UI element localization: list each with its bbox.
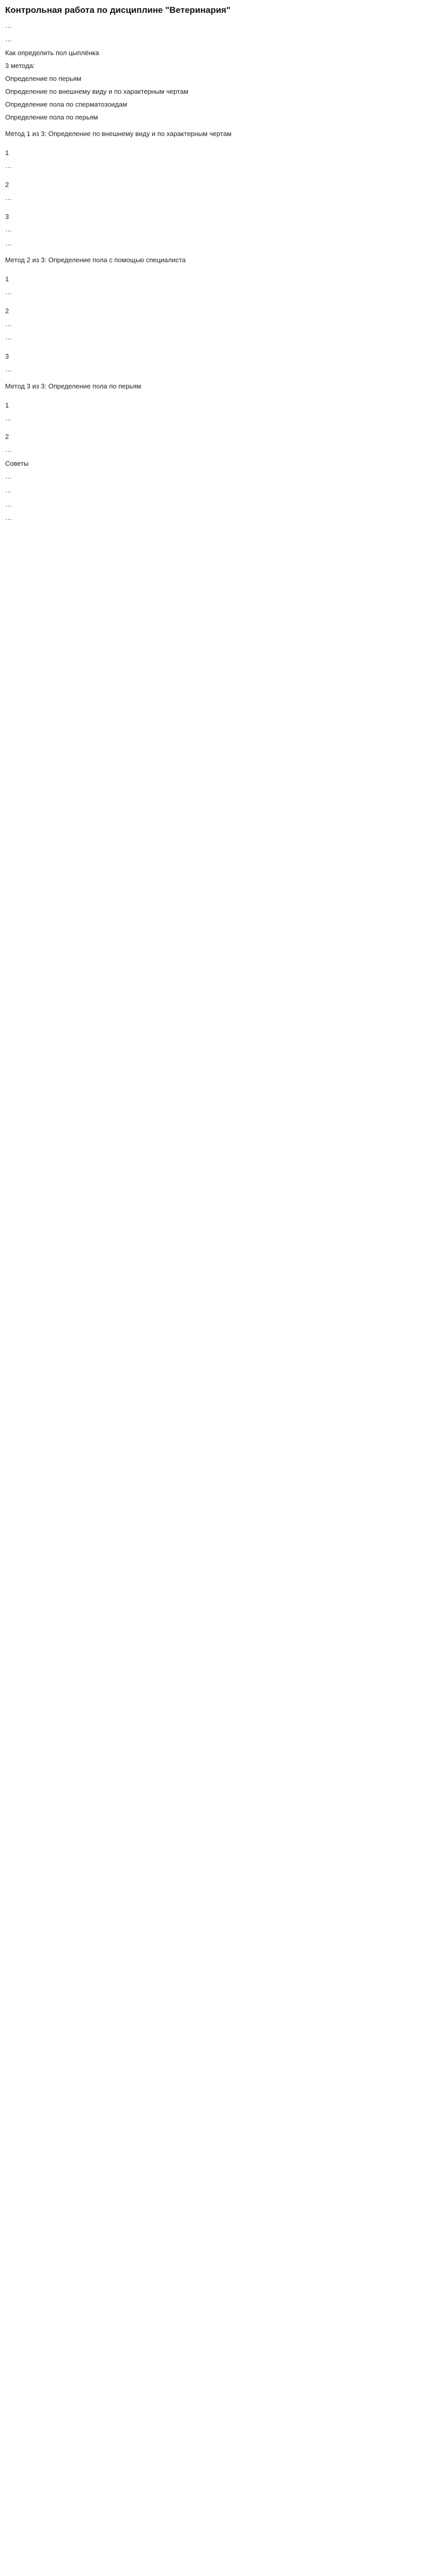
paragraph: … xyxy=(5,365,12,374)
paragraph: … xyxy=(5,239,12,247)
paragraph: … xyxy=(5,486,12,494)
step-number: 3 xyxy=(5,212,9,221)
paragraph: … xyxy=(5,21,12,29)
step-number: 1 xyxy=(5,149,9,157)
step-number: 1 xyxy=(5,275,9,283)
section-heading: Советы xyxy=(5,460,29,468)
step-number: 2 xyxy=(5,180,9,189)
document-page xyxy=(0,0,426,531)
method-heading: Метод 3 из 3: Определение пола по перьям xyxy=(5,382,142,390)
method-heading: Метод 1 из 3: Определение по внешнему виду и по характерным чертам xyxy=(5,130,232,138)
section-heading: Определение по перьям xyxy=(5,75,81,83)
section-heading: Определение пола по сперматозоидам xyxy=(5,100,127,108)
paragraph: … xyxy=(5,35,12,43)
paragraph: … xyxy=(5,162,12,170)
section-heading: Определение по внешнему виду и по характерным чертам xyxy=(5,87,188,95)
paragraph: … xyxy=(5,333,12,342)
step-number: 1 xyxy=(5,401,9,409)
section-heading: Как определить пол цыплёнка xyxy=(5,49,99,57)
step-number: 3 xyxy=(5,352,9,361)
method-heading: Метод 2 из 3: Определение пола с помощью специалиста xyxy=(5,256,186,264)
paragraph: … xyxy=(5,287,12,296)
paragraph: … xyxy=(5,193,12,201)
step-number: 2 xyxy=(5,433,9,441)
document-title: Контрольная работа по дисциплине "Ветеринария" xyxy=(5,5,231,15)
paragraph: … xyxy=(5,472,12,480)
section-heading: 3 метода: xyxy=(5,62,35,70)
paragraph: … xyxy=(5,446,12,454)
paragraph: … xyxy=(5,414,12,422)
paragraph: … xyxy=(5,319,12,328)
paragraph: … xyxy=(5,225,12,233)
document-body xyxy=(5,21,421,523)
section-heading: Определение пола по перьям xyxy=(5,113,98,121)
paragraph: … xyxy=(5,514,12,522)
paragraph: … xyxy=(5,500,12,508)
step-number: 2 xyxy=(5,307,9,315)
